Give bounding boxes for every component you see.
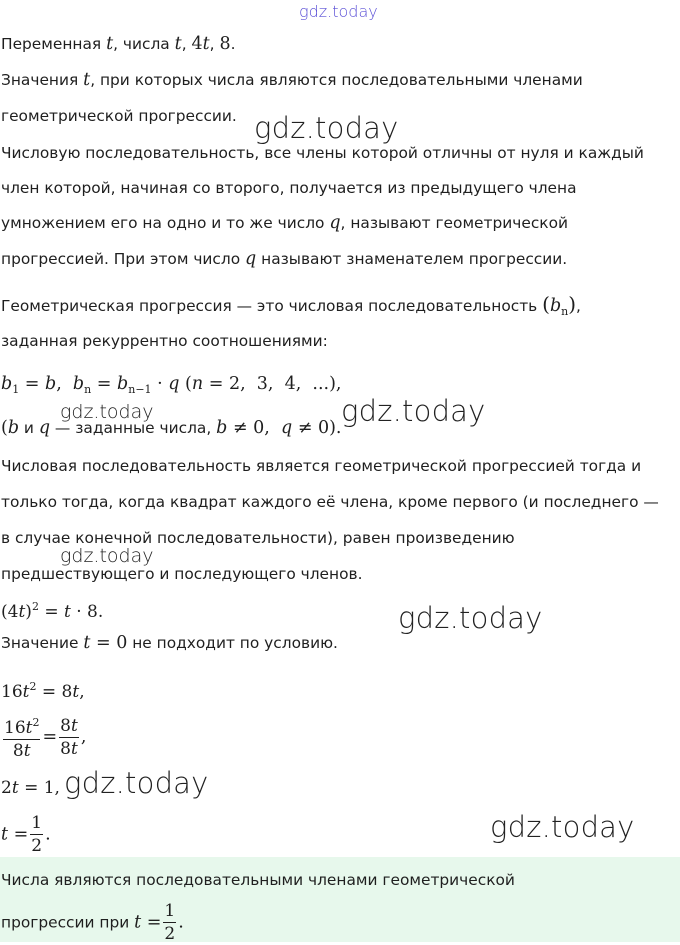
exclusion-text-b: не подходит по условию. xyxy=(127,634,338,652)
fraction-half: $\frac{1}{2}$ xyxy=(31,813,43,856)
seq-bn: $(b_n)$ xyxy=(542,292,577,318)
theory-line-3 xyxy=(1,213,568,233)
fraction-right: $\frac{8t}{8t}$ xyxy=(60,715,78,759)
watermark-2: gdz.today xyxy=(60,401,154,423)
theory-text-a: умножением его на одно и то же число xyxy=(1,214,330,232)
question-line xyxy=(1,70,583,90)
condition-line: Переменная t, числа t, 4t, 8. xyxy=(1,34,236,54)
num-t: t xyxy=(174,34,182,54)
equation-3: $\frac{16t^2}{8t}$ = $\frac{8t}{8t}$ , xyxy=(1,712,86,762)
theory-text-c: прогрессией. При этом число xyxy=(1,250,246,268)
question-line-2: геометрической прогрессии. xyxy=(1,107,237,125)
answer-text: прогрессии при xyxy=(1,913,135,932)
var-q-2: q xyxy=(245,249,257,269)
theory-line-2: член которой, начиная со второго, получается из предыдущего члена xyxy=(1,179,577,197)
theory-text-b: , называют геометрической xyxy=(340,214,569,232)
question-text-b: , при которых числа являются последовательными членами xyxy=(90,71,583,89)
watermark-top: gdz.today xyxy=(299,2,378,21)
theory-line-1: Числовую последовательность, все члены которой отличны от нуля и каждый xyxy=(1,144,644,162)
num-8: 8 xyxy=(219,34,231,54)
watermark-5: gdz.today xyxy=(398,601,543,635)
answer-line-2: прогрессии при t = $\frac{1}{2}$ . xyxy=(1,901,184,944)
recurrence-condition: (b и q — заданные числа, b ≠ 0, q ≠ 0). xyxy=(1,418,342,438)
criterion-line-1: Числовая последовательность является геометрической прогрессией тогда и xyxy=(1,457,642,475)
answer-line-1: Числа являются последовательными членами геометрической xyxy=(1,871,515,889)
definition-line-2: заданная рекуррентно соотношениями: xyxy=(1,332,328,350)
exclusion-line: Значение t = 0 не подходит по условию. xyxy=(1,633,338,653)
cond-text: — заданные числа, xyxy=(50,419,217,437)
criterion-line-3: в случае конечной последовательности), равен произведению xyxy=(1,529,515,547)
answer-fraction: $\frac{1}{2}$ xyxy=(164,901,176,944)
var-t: t xyxy=(106,34,114,54)
equation-1: $(4t)^2 = t \cdot 8$. xyxy=(1,600,104,622)
equation-4: 2t = 1, xyxy=(1,778,60,798)
condition-text: Переменная xyxy=(1,35,107,53)
watermark-1: gdz.today xyxy=(254,111,399,145)
watermark-3: gdz.today xyxy=(341,394,486,428)
theory-text-d: называют знаменателем прогрессии. xyxy=(256,250,568,268)
watermark-4: gdz.today xyxy=(60,545,154,567)
question-text-a: Значения xyxy=(1,71,84,89)
cond-and: и xyxy=(19,419,39,437)
num-4t: 4t xyxy=(191,34,210,54)
watermark-6: gdz.today xyxy=(64,766,209,800)
exclusion-text-a: Значение xyxy=(1,634,84,652)
var-q: q xyxy=(329,213,341,233)
var-t-q: t xyxy=(83,70,91,90)
recurrence-formula: $b_1 = b$, $b_n = b_{n-1} \cdot q$ (n = 2, 3, 4, ...), xyxy=(1,374,342,396)
equation-5: t = $\frac{1}{2}$ . xyxy=(1,813,51,856)
criterion-line-4: предшествующего и последующего членов. xyxy=(1,565,363,583)
fraction-left: $\frac{16t^2}{8t}$ xyxy=(3,712,40,762)
criterion-line-2: только тогда, когда квадрат каждого её члена, кроме первого (и последнего — xyxy=(1,493,659,511)
definition-text: Геометрическая прогрессия — это числовая последовательность xyxy=(1,297,543,315)
theory-line-4 xyxy=(1,249,567,269)
equation-2: $16t^2 = 8t$, xyxy=(1,680,85,702)
watermark-7: gdz.today xyxy=(490,810,635,844)
definition-line-1: Геометрическая прогрессия — это числовая последовательность $(b_n)$, xyxy=(1,292,581,318)
